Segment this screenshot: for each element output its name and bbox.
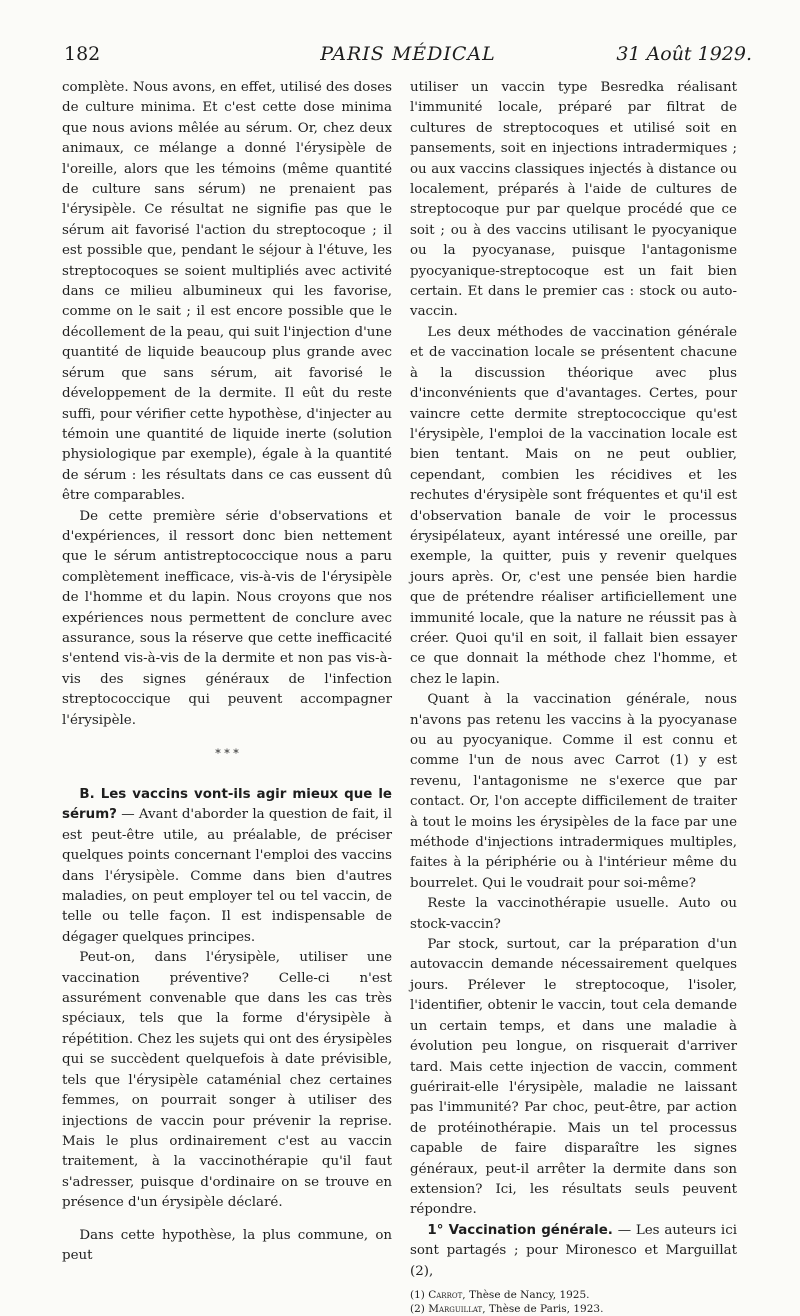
- footnotes: [410, 1288, 737, 1316]
- running-header: [64, 43, 752, 73]
- paragraph: Quant à la vaccination générale, nous n'avons pas retenu les vaccins à la pyocyanase ou au pyocyanique. Comme il est connu et comme l'un de nous avec Carrot (1) y est revenu, l'antagonisme ne s'exerce que par contact. Or, l'on accepte difficilement de traiter à tout le moins les érysipèles de la face par une méthode d'injections intradermiques multiples, faites à la périphérie ou à l'intérieur même du bourrelet. Qui le voudrait pour soi-même?: [410, 692, 737, 891]
- footnote: (1) Carrot, Thèse de Nancy, 1925.: [410, 1288, 590, 1301]
- section-b-paragraph: B. Les vaccins vont-ils agir mieux que le sérum? — Avant d'aborder la question de fait, il est peut-être utile, au préalable, de préciser quelques points concernant l'emploi des vaccins dans l'érysipèle. Comme dans bien d'autres maladies, on peut employer tel ou tel vaccin, de telle ou telle façon. Il est indispensable de dégager quelques principes.: [62, 787, 392, 945]
- paragraph: Dans cette hypothèse, la plus commune, on peut: [62, 1227, 392, 1263]
- subsection-paragraph: 1° Vaccination générale. — Les auteurs ici sont partagés ; pour Mironesco et Marguillat (2),: [410, 1222, 737, 1279]
- section-separator: * * *: [215, 747, 239, 760]
- page-number: 182: [64, 43, 101, 65]
- journal-title: PARIS MÉDICAL: [320, 43, 496, 65]
- paragraph: Les deux méthodes de vaccination générale et de vaccination locale se présentent chacune à la discussion théorique avec plus d'inconvénients que d'avantages. Certes, pour vaincre cette dermite streptococcique qu'est l'érysipèle, l'emploi de la vaccination locale est bien tentant. Mais on ne peut oublier, cependant, combien les récidives et les rechutes d'érysipèle sont fréquentes et qu'il est d'observation banale de voir le processus érysipélateux, ayant intéressé une oreille, par exemple, la quitter, puis y revenir quelques jours après. Or, c'est une pensée bien hardie que de prétendre réaliser artificiellement une immunité locale, que la nature ne réussit pas à créer. Quoi qu'il en soit, il fallait bien essayer ce que donnait la méthode chez l'homme, et chez le lapin.: [410, 324, 737, 687]
- paragraph: Peut-on, dans l'érysipèle, utiliser une vaccination préventive? Celle-ci n'est assurément convenable que dans les cas très spéciaux, tels que la forme d'érysipèle à répétition. Chez les sujets qui ont des érysipèles qui se succèdent quelquefois à date prévisible, tels que l'érysipèle cataménial chez certaines femmes, on pourrait songer à utiliser des injections de vaccin pour prévenir la reprise. Mais le plus ordinairement c'est au vaccin traitement, à la vaccinothérapie qu'il faut s'adresser, puisque d'ordinaire on se trouve en présence d'un érysipèle déclaré.: [62, 950, 392, 1211]
- subsection-heading: 1° Vaccination générale.: [427, 1222, 613, 1238]
- issue-date: 31 Août 1929.: [616, 43, 752, 65]
- section-b-heading: B. Les vaccins vont-ils agir mieux que le sérum?: [62, 787, 392, 823]
- paragraph: Reste la vaccinothérapie usuelle. Auto ou stock-vaccin?: [410, 896, 737, 932]
- footnote: (2) Marguillat, Thèse de Paris, 1923.: [410, 1302, 604, 1315]
- paragraph: Par stock, surtout, car la préparation d'un autovaccin demande nécessairement quelques jours. Prélever le streptocoque, l'isoler, l'identifier, obtenir le vaccin, tout cela demande un certain temps, et dans une maladie à évolution peu longue, on risquerait d'arriver tard. Mais cette injection de vaccin, comment guérirait-elle l'érysipèle, maladie ne laissant pas l'immunité? Par choc, peut-être, par action de protéinothérapie. Mais un tel processus capable de faire disparaître les signes généraux, peut-il arrêter la dermite dans son extension? Ici, les résultats seuls peuvent répondre.: [410, 937, 737, 1218]
- left-column: [62, 78, 392, 1266]
- paragraph: utiliser un vaccin type Besredka réalisant l'immunité locale, préparé par filtrat de cultures de streptocoques et utilisé soit en pansements, soit en injections intradermiques ; ou aux vaccins classiques injectés à distance ou localement, préparés à l'aide de cultures de streptocoque pur par quelque procédé que ce soit ; ou à des vaccins utilisant le pyocyanique ou la pyocyanase, puisque l'antagonisme pyocyanique-streptocoque est un fait bien certain. Et dans le premier cas : stock ou auto-vaccin.: [410, 80, 737, 320]
- paragraph: complète. Nous avons, en effet, utilisé des doses de culture minima. Et c'est cette dose minima que nous avions mêlée au sérum. Or, chez deux animaux, ce mélange a donné l'érysipèle de l'oreille, alors que les témoins (même quantité de culture sans sérum) ne prenaient pas l'érysipèle. Ce résultat ne signifie pas que le sérum ait favorisé l'action du streptocoque ; il est possible que, pendant le séjour à l'étuve, les streptocoques se soient multipliés avec activité dans ce milieu albumineux qui les favorise, comme on le sait ; il est encore possible que le décollement de la peau, qui suit l'injection d'une quantité de liquide beaucoup plus grande avec sérum que sans sérum, ait favorisé le développement de la dermite. Il eût du reste suffi, pour vérifier cette hypothèse, d'injecter au témoin une quantité de liquide inerte (solution physiologique par exemple), égale à la quantité de sérum : les résultats dans ce cas eussent dû être comparables.: [62, 80, 392, 504]
- right-column: [410, 78, 737, 1316]
- paragraph: De cette première série d'observations et d'expériences, il ressort donc bien nettement que le sérum antistreptococcique nous a paru complètement inefficace, vis-à-vis de l'érysipèle de l'homme et du lapin. Nous croyons que nos expériences nous permettent de conclure avec assurance, sous la réserve que cette inefficacité s'entend vis-à-vis de la dermite et non pas vis-à-vis des signes généraux de l'infection streptococcique qui peuvent accompagner l'érysipèle.: [62, 508, 392, 728]
